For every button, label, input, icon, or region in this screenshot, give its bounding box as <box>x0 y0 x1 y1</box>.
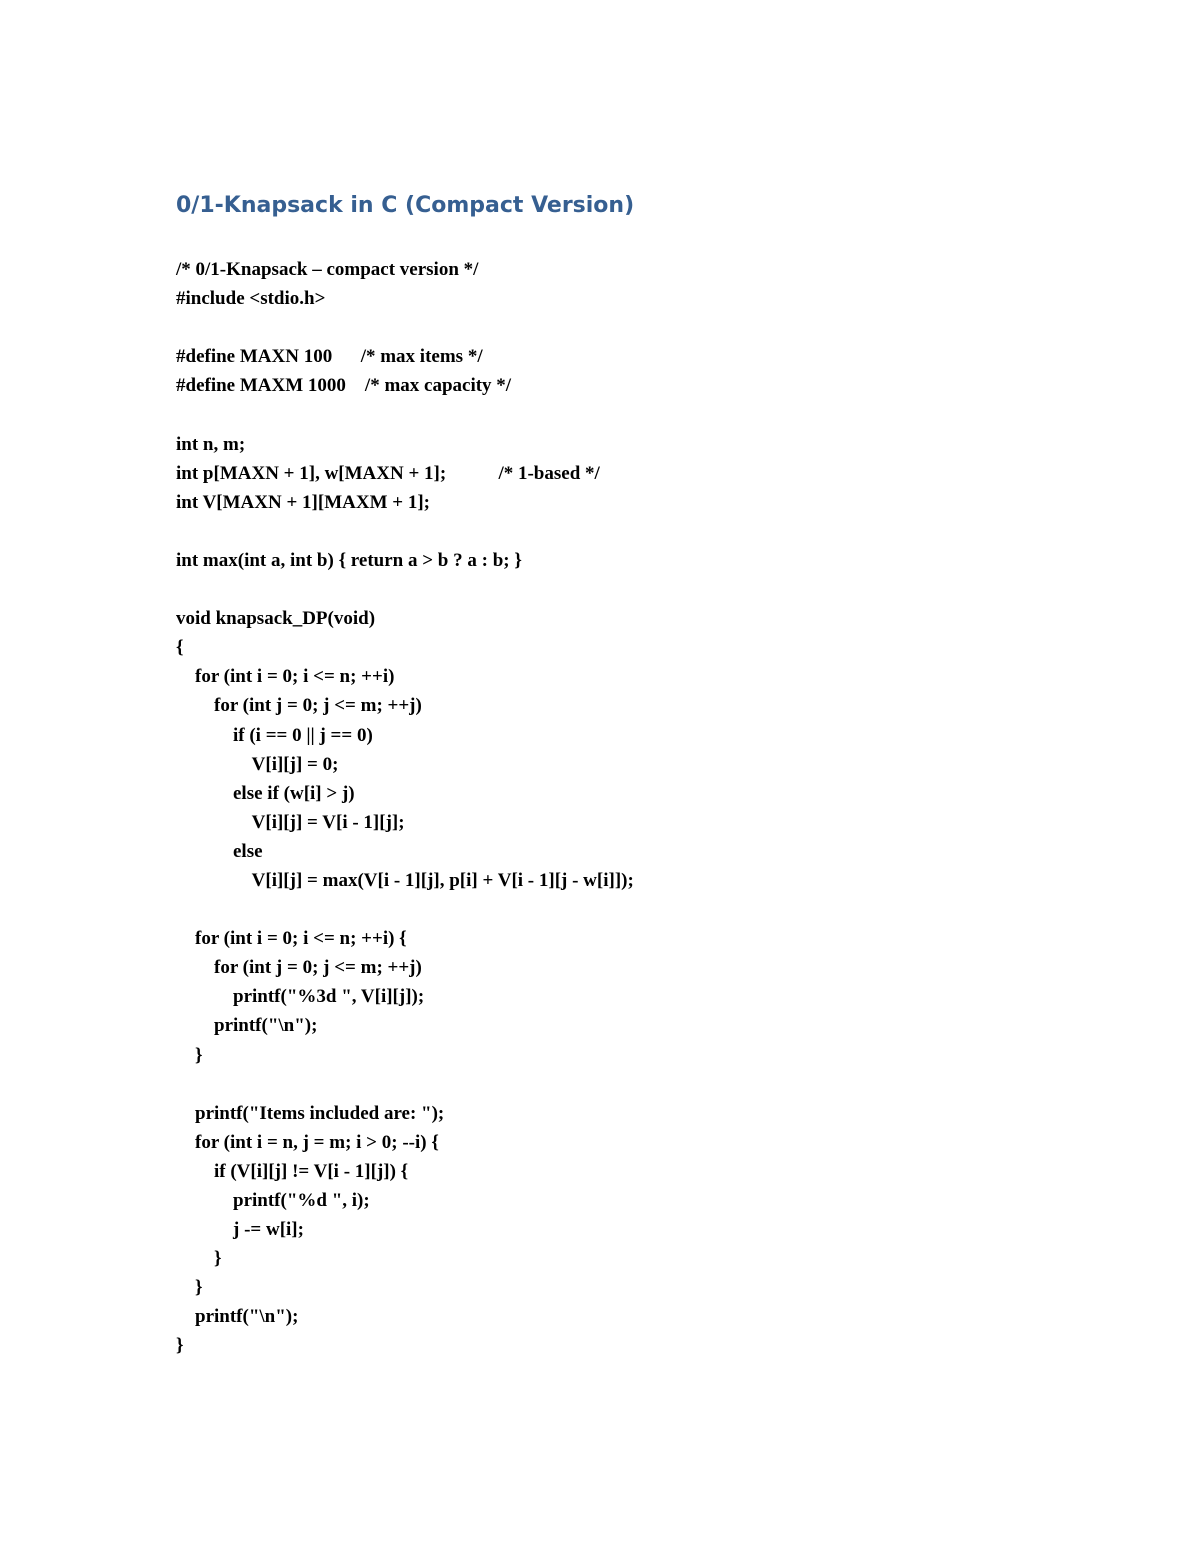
code-line: printf("%d ", i); <box>176 1190 370 1211</box>
code-line: printf("Items included are: "); <box>176 1102 445 1124</box>
code-blank-line <box>176 575 634 604</box>
code-line: V[i][j] = 0; <box>176 753 339 775</box>
code-line: V[i][j] = max(V[i - 1][j], p[i] + V[i - 1][j - w[i]]); <box>176 869 634 891</box>
code-line: for (int i = n, j = m; i > 0; --i) { <box>176 1131 439 1153</box>
code-line: printf("%3d ", V[i][j]); <box>176 986 425 1008</box>
code-line: if (i == 0 || j == 0) <box>176 724 373 746</box>
code-line: for (int j = 0; j <= m; ++j) <box>176 695 422 717</box>
code-line: } <box>176 1248 222 1270</box>
code-blank-line <box>176 1070 634 1099</box>
code-line: { <box>176 637 184 659</box>
code-line: } <box>176 1335 184 1357</box>
code-line: else <box>176 840 263 862</box>
code-line: int V[MAXN + 1][MAXM + 1]; <box>176 491 430 513</box>
code-line: printf("\n"); <box>176 1306 299 1328</box>
code-blank-line <box>176 517 634 546</box>
code-blank-line <box>176 313 634 342</box>
code-blank-line <box>176 400 634 429</box>
code-line: int n, m; <box>176 433 246 455</box>
code-blank-line <box>176 895 634 924</box>
code-line: else if (w[i] > j) <box>176 782 355 804</box>
code-line: for (int j = 0; j <= m; ++j) <box>176 957 422 979</box>
code-line: #define MAXM 1000 /* max capacity */ <box>176 375 512 397</box>
code-line: int max(int a, int b) { return a > b ? a : b; } <box>176 549 522 571</box>
code-line: int p[MAXN + 1], w[MAXN + 1]; /* 1-based */ <box>176 462 600 484</box>
document-heading: 0/1-Knapsack in C (Compact Version) <box>176 193 635 218</box>
code-line: if (V[i][j] != V[i - 1][j]) { <box>176 1160 409 1182</box>
code-line: } <box>176 1044 203 1066</box>
code-line: j -= w[i]; <box>176 1219 304 1241</box>
code-line: for (int i = 0; i <= n; ++i) <box>176 666 395 688</box>
code-line: } <box>176 1277 203 1299</box>
code-line: void knapsack_DP(void) <box>176 608 376 630</box>
code-line: #define MAXN 100 /* max items */ <box>176 346 483 368</box>
code-line: V[i][j] = V[i - 1][j]; <box>176 811 405 833</box>
code-line: printf("\n"); <box>176 1015 318 1037</box>
code-line: /* 0/1-Knapsack – compact version */ <box>176 259 479 280</box>
code-line: for (int i = 0; i <= n; ++i) { <box>176 928 407 950</box>
code-line: #include <stdio.h> <box>176 288 326 310</box>
code-block <box>176 255 634 1361</box>
